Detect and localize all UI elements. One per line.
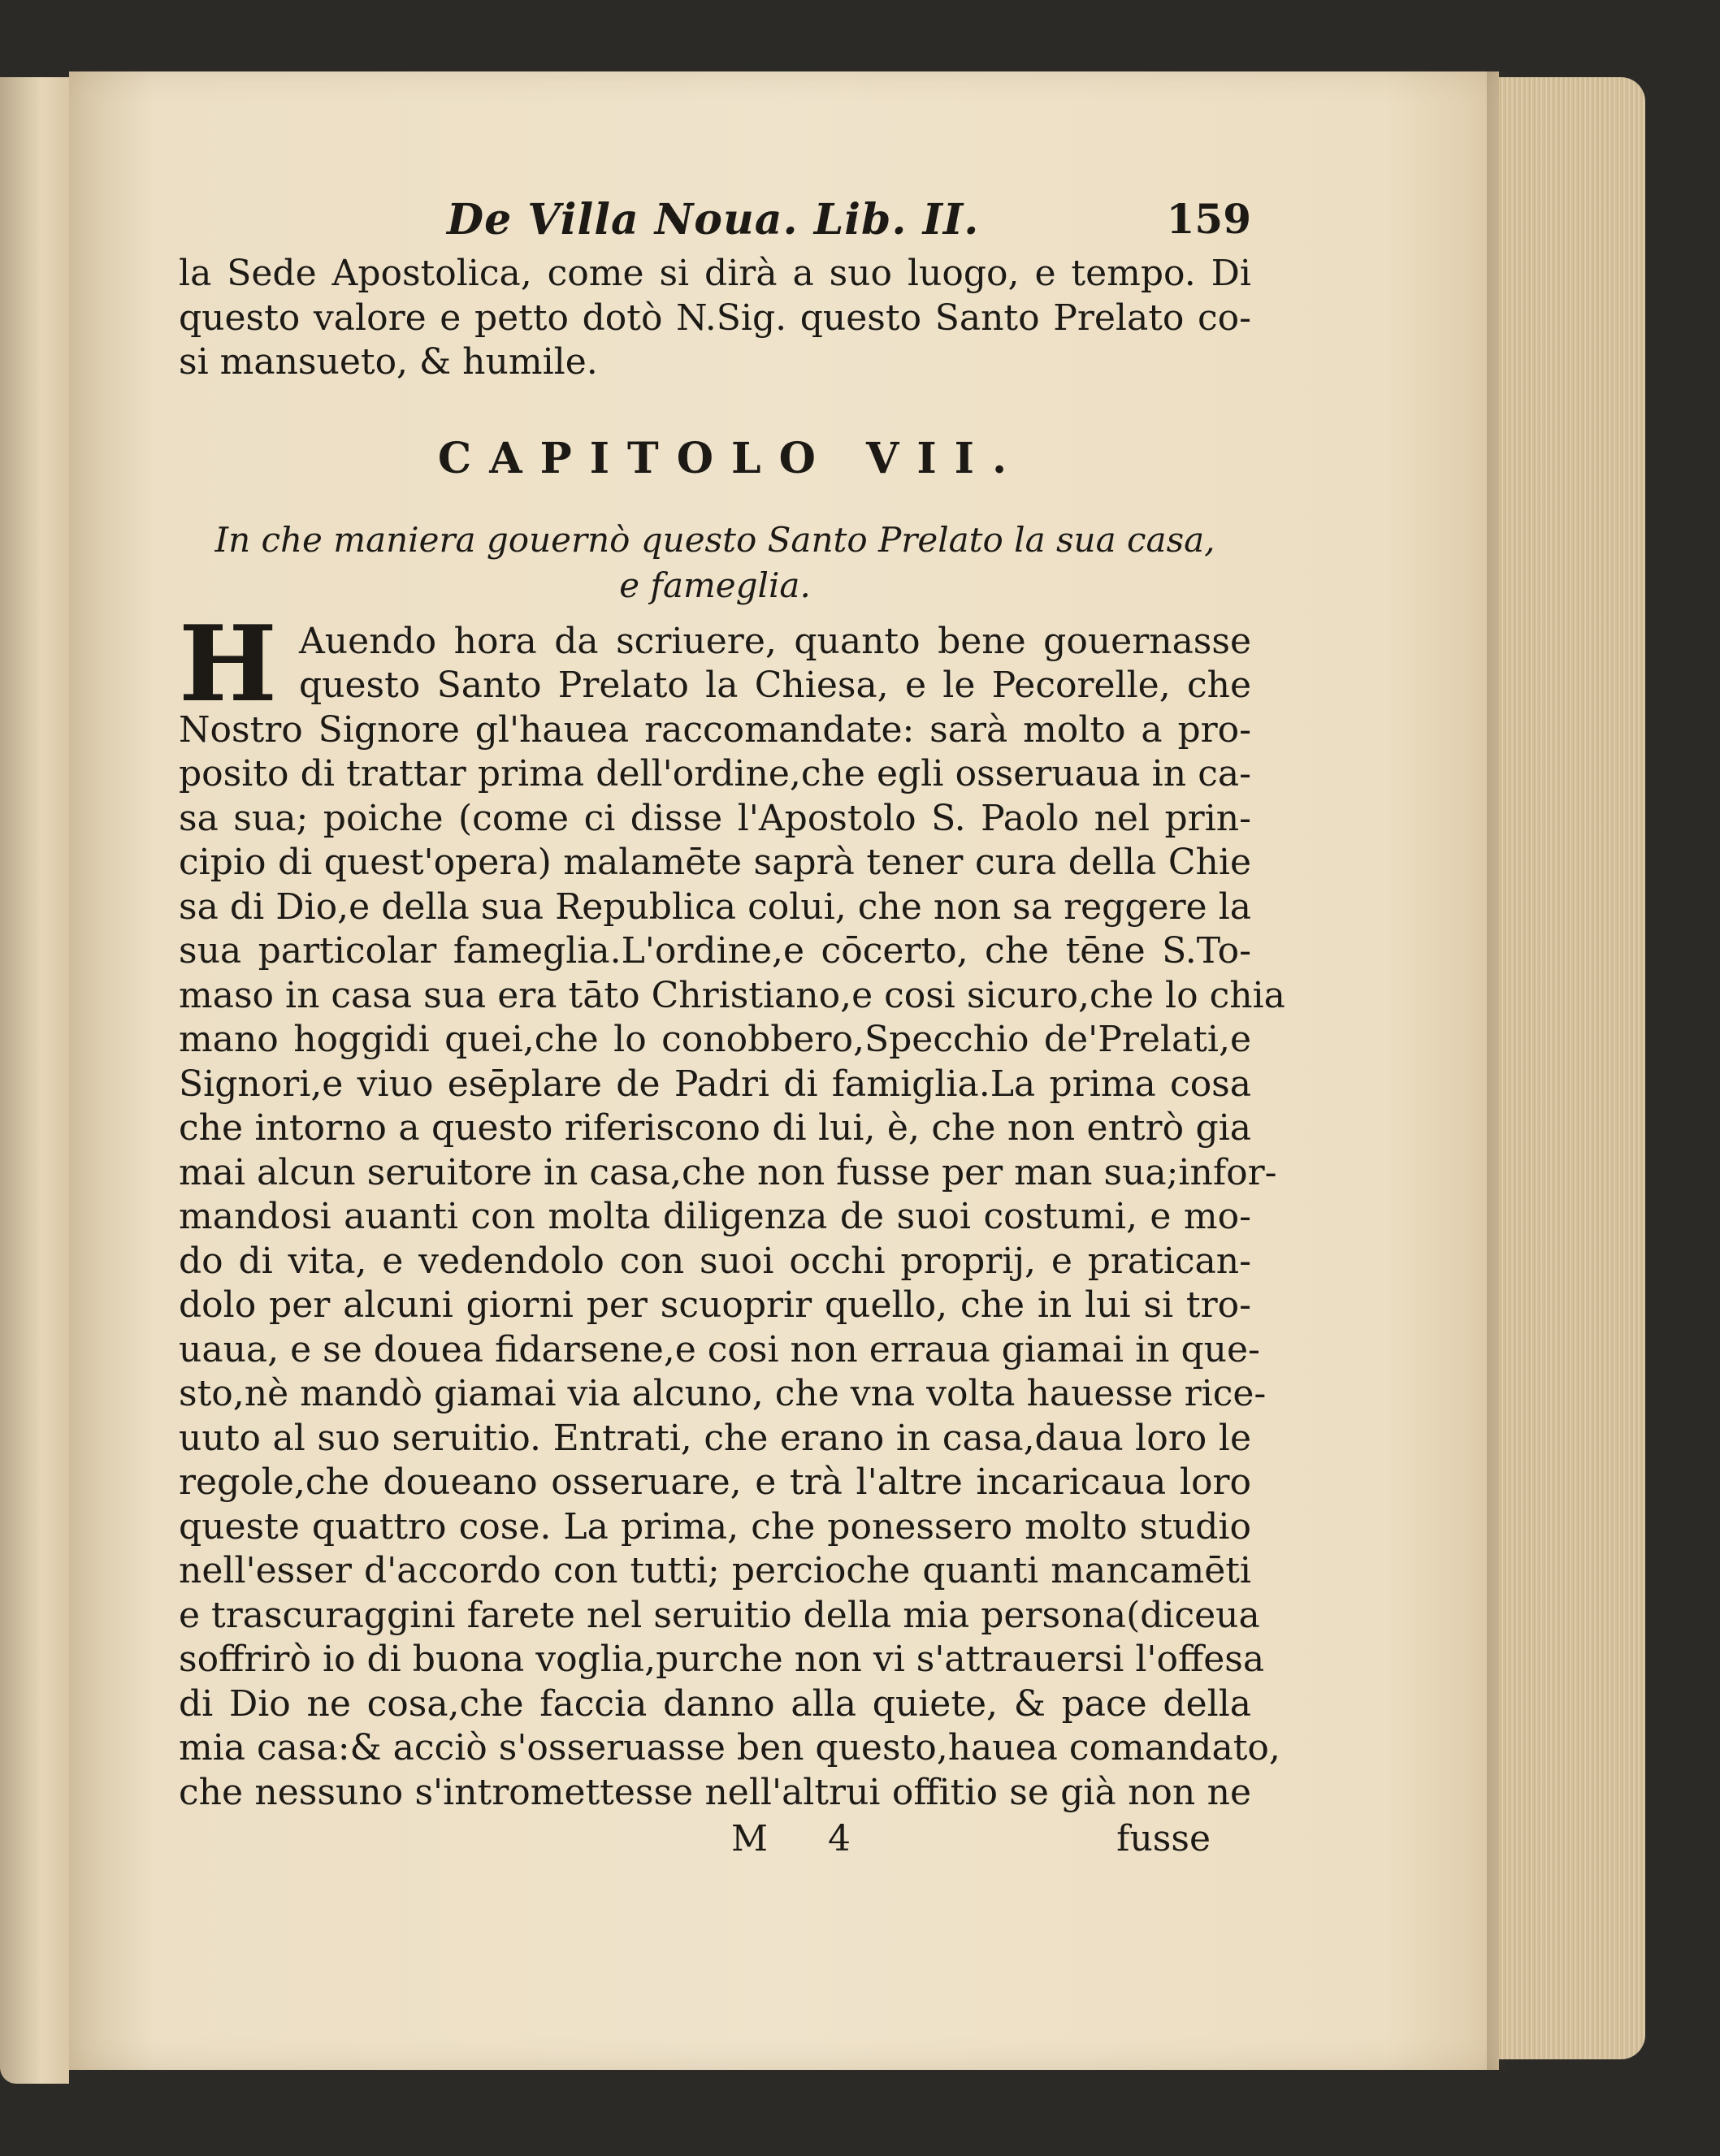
- chapter-body: [179, 603, 1285, 1816]
- drop-cap: H: [179, 603, 277, 725]
- text-line: mia casa:& acciò s'osseruasse ben questo,hauea comandato,: [179, 1727, 1280, 1769]
- text-line: che intorno a questo riferiscono di lui, è, che non entrò gia: [179, 1107, 1251, 1149]
- running-header: [179, 195, 1251, 252]
- text-line: e trascuraggini farete nel seruitio della mia persona(diceua: [179, 1594, 1260, 1636]
- facing-page-edge: [0, 77, 69, 2084]
- text-line: regole,che doueano osseruare, e trà l'altre incaricaua loro: [179, 1461, 1251, 1503]
- text-line: sto,nè mandò giamai via alcuno, che vna volta hauesse rice-: [179, 1373, 1267, 1414]
- text-line: Nostro Signore gl'hauea raccomandate: sarà molto a pro-: [179, 708, 1251, 751]
- text-line: cipio di quest'opera) malamēte saprà tener cura della Chie: [179, 842, 1251, 883]
- intro-paragraph: [179, 252, 1251, 385]
- text-line: Signori,e viuo esēplare de Padri di famiglia.La prima cosa: [179, 1063, 1251, 1105]
- page-block-edges: [1499, 77, 1645, 2059]
- chapter-subtitle: [179, 517, 1251, 608]
- text-line: sa di Dio,e della sua Republica colui, che non sa reggere la: [179, 885, 1251, 928]
- page-text: [179, 195, 1285, 1867]
- text-line: maso in casa sua era tāto Christiano,e cosi sicuro,che lo chia: [179, 974, 1285, 1016]
- text-line: posito di trattar prima dell'ordine,che egli osseruaua in ca-: [179, 753, 1251, 794]
- text-line: mandosi auanti con molta diligenza de suoi costumi, e mo-: [179, 1196, 1251, 1237]
- text-line: la Sede Apostolica, come si dirà a suo luogo, e tempo. Di: [179, 253, 1251, 294]
- subtitle-line: e fameglia.: [619, 565, 811, 605]
- chapter-title: CAPITOLO VII.: [437, 433, 1025, 483]
- text-line: nell'esser d'accordo con tutti; percioche quanti mancamēti: [179, 1550, 1251, 1591]
- text-line: Auendo hora da scriuere, quanto bene gouernasse: [299, 620, 1251, 662]
- text-line: uaua, e se douea fidarsene,e cosi non erraua giamai in que-: [179, 1328, 1260, 1370]
- text-line: che nessuno s'intromettesse nell'altrui offitio se già non ne: [179, 1771, 1251, 1813]
- catchword: fusse: [1116, 1818, 1211, 1859]
- text-line: dolo per alcuni giorni per scuoprir quello, che in lui si tro-: [179, 1284, 1251, 1326]
- text-line: questo Santo Prelato la Chiesa, e le Pecorelle, che: [299, 665, 1251, 706]
- page-footer: [179, 1818, 1251, 1867]
- text-line: mano hoggidi quei,che lo conobbero,Specchio de'Prelati,e: [179, 1019, 1251, 1060]
- page-number: 159: [1166, 195, 1251, 243]
- text-line: queste quattro cose. La prima, che ponessero molto studio: [179, 1505, 1251, 1548]
- text-line: uuto al suo seruitio. Entrati, che erano in casa,daua loro le: [179, 1417, 1251, 1459]
- text-line: sa sua; poiche (come ci disse l'Apostolo S. Paolo nel prin-: [179, 797, 1251, 839]
- text-line: di Dio ne cosa,che faccia danno alla quiete, & pace della: [179, 1682, 1251, 1725]
- text-line: si mansueto, & humile.: [179, 341, 598, 383]
- text-line: questo valore e petto dotò N.Sig. questo Santo Prelato co-: [179, 297, 1251, 339]
- subtitle-line: In che maniera gouernò questo Santo Prelato la sua casa,: [214, 519, 1215, 560]
- text-line: mai alcun seruitore in casa,che non fusse per man sua;infor-: [179, 1151, 1277, 1193]
- signature-mark: M 4: [731, 1818, 876, 1859]
- text-line: do di vita, e vedendolo con suoi occhi proprij, e pratican-: [179, 1240, 1251, 1282]
- text-line: sua particolar fameglia.L'ordine,e cōcerto, che tēne S.To-: [179, 930, 1251, 972]
- text-line: soffrirò io di buona voglia,purche non vi s'attrauersi l'offesa: [179, 1639, 1265, 1680]
- running-title: De Villa Noua. Lib. II.: [447, 195, 980, 245]
